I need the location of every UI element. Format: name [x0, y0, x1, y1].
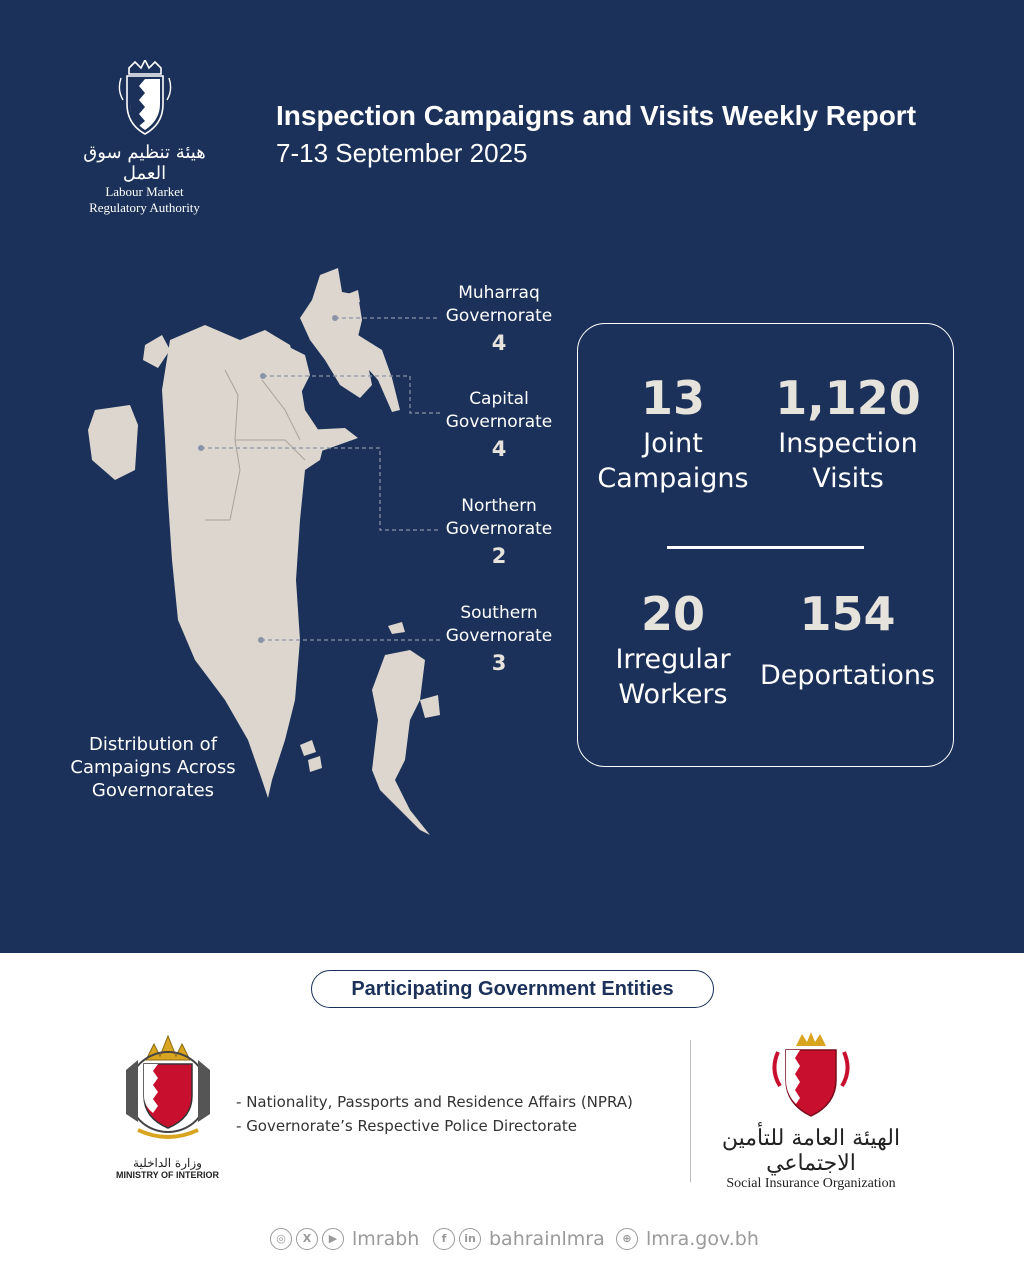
sio-emblem-icon [768, 1030, 854, 1120]
hawar-islands [372, 650, 430, 835]
footer-website-group [616, 1224, 759, 1254]
joint-campaigns-stat [588, 370, 758, 496]
governorate-suffix: Governorate [445, 519, 553, 539]
sio-name-arabic: الهيئة العامة للتأمين الاجتماعي [721, 1126, 901, 1176]
northern-governorate-label [434, 495, 564, 571]
stat-value: 154 [799, 587, 896, 641]
stat-value: 1,120 [775, 371, 921, 425]
governorate-campaign-count: 4 [491, 331, 507, 355]
linkedin-icon[interactable]: in [459, 1228, 481, 1250]
report-title: Inspection Campaigns and Visits Weekly Report [276, 100, 917, 131]
x-icon[interactable]: X [296, 1228, 318, 1250]
inspection-visits-stat [764, 370, 932, 496]
western-islet [88, 405, 138, 480]
governorate-name: Capital [469, 389, 529, 409]
stat-label: Joint [643, 428, 703, 459]
moi-emblem-icon [108, 1030, 228, 1150]
deportations-stat [755, 586, 940, 693]
governorate-suffix: Governorate [445, 626, 553, 646]
footer-handle-lmrabh[interactable]: lmrabh [352, 1228, 420, 1250]
map-caption-line: Governorates [91, 780, 215, 801]
capital-governorate-label [434, 388, 564, 464]
governorate-suffix: Governorate [445, 306, 553, 326]
moi-name-english: MINISTRY OF INTERIOR [115, 1170, 219, 1180]
governorate-campaign-count: 4 [491, 437, 507, 461]
stat-label: Visits [812, 463, 884, 494]
entity-item-npra: - Nationality, Passports and Residence Affairs (NPRA) [236, 1090, 633, 1114]
governorate-name: Muharraq [458, 283, 540, 303]
stat-label: Irregular [615, 644, 731, 675]
instagram-icon[interactable]: ◎ [270, 1228, 292, 1250]
report-date-range: 7-13 September 2025 [276, 138, 528, 168]
main-island [162, 325, 325, 798]
social-insurance-logo [700, 1030, 922, 1192]
ministry-of-interior-logo [100, 1030, 235, 1180]
muharraq-island [300, 268, 372, 398]
footer-handle-group-2 [433, 1224, 605, 1254]
stats-divider [667, 546, 864, 549]
moi-name-arabic: وزارة الداخلية [133, 1156, 202, 1170]
muharraq-governorate-label [434, 282, 564, 358]
map-caption-line: Distribution of [88, 734, 218, 755]
stat-label: Inspection [778, 428, 918, 459]
irregular-workers-stat [588, 586, 758, 712]
lmra-name-line1: Labour Market [105, 184, 184, 199]
governorate-suffix: Governorate [445, 412, 553, 432]
sio-name-english: Social Insurance Organization [726, 1176, 896, 1191]
footer-handle-bahrainlmra[interactable]: bahrainlmra [489, 1228, 605, 1250]
lmra-name-line2: Regulatory Authority [89, 200, 200, 215]
footer-website-link[interactable]: lmra.gov.bh [646, 1228, 759, 1250]
facebook-icon[interactable]: f [433, 1228, 455, 1250]
globe-icon[interactable]: ⊕ [616, 1228, 638, 1250]
southern-governorate-label [434, 602, 564, 678]
participating-entities-heading: Participating Government Entities [311, 970, 714, 1008]
stat-label: Workers [618, 679, 728, 710]
entities-list [236, 1090, 633, 1138]
stat-value: 20 [640, 587, 705, 641]
map-caption-line: Campaigns Across [70, 757, 236, 778]
stat-value: 13 [640, 371, 705, 425]
lmra-name-arabic: هيئة تنظيم سوق العمل [83, 142, 206, 184]
map-caption [58, 733, 248, 802]
footer-handle-group-1 [270, 1224, 419, 1254]
stat-label: Deportations [759, 660, 936, 691]
youtube-icon[interactable]: ▶ [322, 1228, 344, 1250]
governorate-campaign-count: 2 [491, 544, 507, 568]
governorate-name: Northern [461, 496, 537, 516]
entity-item-police: - Governorate’s Respective Police Directorate [236, 1114, 633, 1138]
stat-label: Campaigns [597, 463, 749, 494]
governorate-name: Southern [460, 603, 538, 623]
entities-divider [690, 1040, 691, 1182]
governorate-campaign-count: 3 [491, 651, 507, 675]
footer [0, 1224, 1024, 1254]
